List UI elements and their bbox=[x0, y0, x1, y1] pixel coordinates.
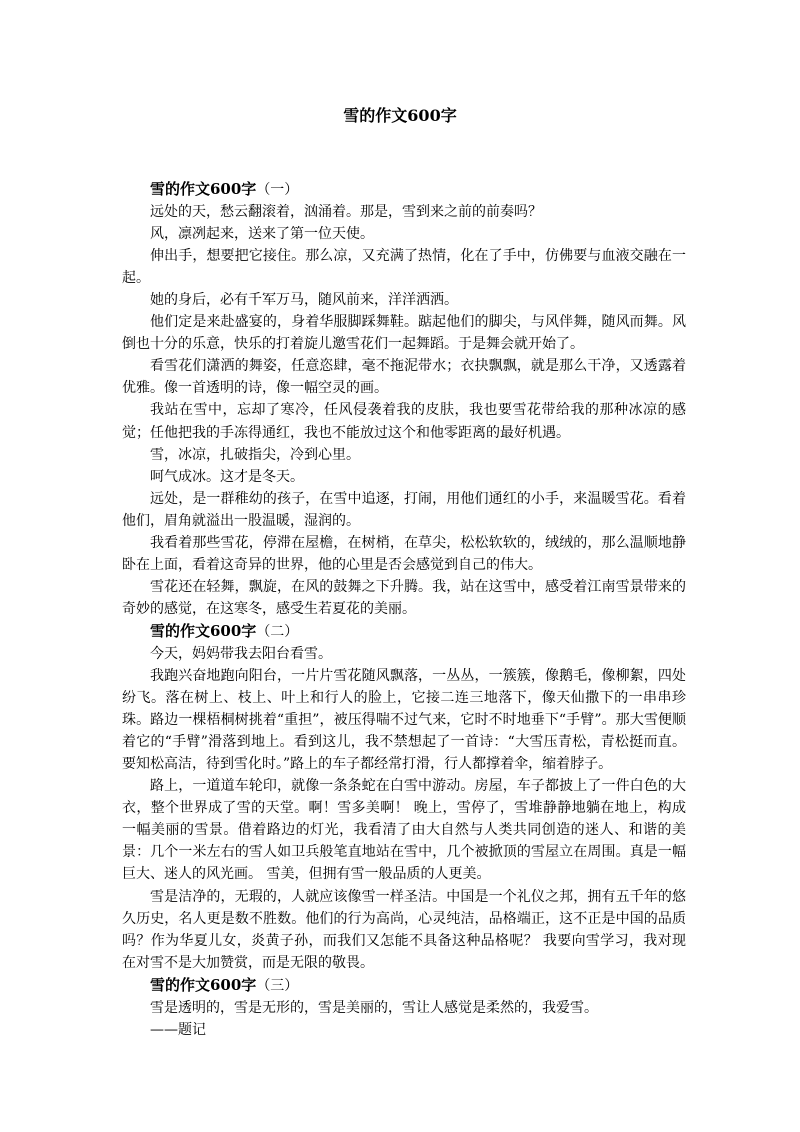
document-body bbox=[122, 178, 686, 1041]
paragraph: 她的身后，必有千军万马，随风前来，洋洋洒洒。 bbox=[150, 292, 458, 309]
paragraph: 远处，是一群稚幼的孩子，在雪中追逐，打闹，用他们通红的小手，来温暖雪花。看着他们，眉角就溢出一股温暖，湿润的。 bbox=[122, 490, 686, 529]
paragraph: 呵气成冰。这才是冬天。 bbox=[150, 468, 304, 485]
section-heading bbox=[122, 974, 686, 997]
section-heading-number: （一） bbox=[256, 182, 299, 198]
paragraph: ——题记 bbox=[150, 1021, 206, 1038]
paragraph: 看雪花们潇洒的舞姿，任意恣肆，毫不拖泥带水；衣抉飘飘，就是那么干净，又透露着优雅。像一首透明的诗，像一幅空灵的画。 bbox=[122, 358, 686, 397]
paragraph: 风，凛冽起来，送来了第一位天使。 bbox=[150, 226, 374, 243]
section-heading-text: 雪的作文600字 bbox=[150, 180, 257, 198]
paragraph: 雪，冰凉，扎破指尖，冷到心里。 bbox=[150, 446, 360, 463]
paragraph: 远处的天，愁云翻滚着，汹涌着。那是，雪到来之前的前奏吗？ bbox=[150, 204, 542, 221]
paragraph: 我看着那些雪花，停滞在屋檐，在树梢，在草尖，松松软软的，绒绒的，那么温顺地静卧在上面，看着这奇异的世界，他的心里是否会感觉到自己的伟大。 bbox=[122, 534, 686, 573]
section-heading-text: 雪的作文600字 bbox=[150, 975, 257, 994]
paragraph: 雪花还在轻舞，飘旋，在风的鼓舞之下升腾。我，站在这雪中，感受着江南雪景带来的奇妙的感觉，在这寒冬，感受生若夏花的美丽。 bbox=[122, 578, 686, 617]
section-heading bbox=[122, 178, 686, 201]
paragraph: 雪是洁净的，无瑕的，人就应该像雪一样圣洁。中国是一个礼仪之邦，拥有五千年的悠久历史，名人更是数不胜数。他们的行为高尚，心灵纯洁，品格端正，这不正是中国的品质吗？作为华夏儿女，炎黄子孙，而我们又怎能不具备这种品格呢？ 我要向雪学习，我对现在对雪不是大加赞赏，而是无限的敬畏。 bbox=[122, 888, 686, 971]
paragraph: 他们定是来赴盛宴的，身着华服脚踩舞鞋。踮起他们的脚尖，与风伴舞，随风而舞。风倒也十分的乐意，快乐的打着旋儿邀雪花们一起舞蹈。于是舞会就开始了。 bbox=[122, 314, 686, 353]
paragraph: 我站在雪中，忘却了寒冷，任风侵袭着我的皮肤，我也要雪花带给我的那种冰凉的感觉；任他把我的手冻得通红，我也不能放过这个和他零距离的最好机遇。 bbox=[122, 402, 686, 441]
section-heading-text: 雪的作文600字 bbox=[150, 621, 257, 640]
section-heading bbox=[122, 620, 686, 643]
paragraph: 今天，妈妈带我去阳台看雪。 bbox=[150, 645, 332, 662]
paragraph: 伸出手，想要把它接住。那么凉，又充满了热情，化在了手中，仿佛要与血液交融在一起。 bbox=[122, 248, 686, 287]
section-heading-number: （三） bbox=[256, 977, 299, 994]
section-heading-number: （二） bbox=[256, 623, 299, 640]
paragraph: 雪是透明的，雪是无形的，雪是美丽的，雪让人感觉是柔然的，我爱雪。 bbox=[150, 999, 598, 1016]
paragraph: 我跑兴奋地跑向阳台，一片片雪花随风飘落，一丛丛，一簇簇，像鹅毛，像柳絮，四处纷飞。落在树上、枝上、叶上和行人的脸上，它接二连三地落下，像天仙撒下的一串串珍珠。路边一棵梧桐树挑着“重担”，被压得喘不过气来，它时不时地垂下“手臂”。那大雪便顺着它的“手臂”滑落到地上。看到这儿，我不禁想起了一首诗：“大雪压青松，青松挺而直。要知松高洁，待到雪化时。”路上的车子都经常打滑，行人都撑着伞，缩着脖子。 bbox=[122, 668, 686, 773]
paragraph: 路上，一道道车轮印，就像一条条蛇在白雪中游动。房屋，车子都披上了一件白色的大衣，整个世界成了雪的天堂。啊！雪多美啊！ 晚上，雪停了，雪堆静静地躺在地上，构成一幅美丽的雪景。借着路边的灯光，我看清了由大自然与人类共同创造的迷人、和谐的美景：几个一米左右的雪人如卫兵般笔直地站在雪中，几个被掀顶的雪屋立在周围。真是一幅巨大、迷人的风光画。 雪美，但拥有雪一般品质的人更美。 bbox=[122, 778, 686, 883]
document-title: 雪的作文600字 bbox=[343, 106, 457, 125]
